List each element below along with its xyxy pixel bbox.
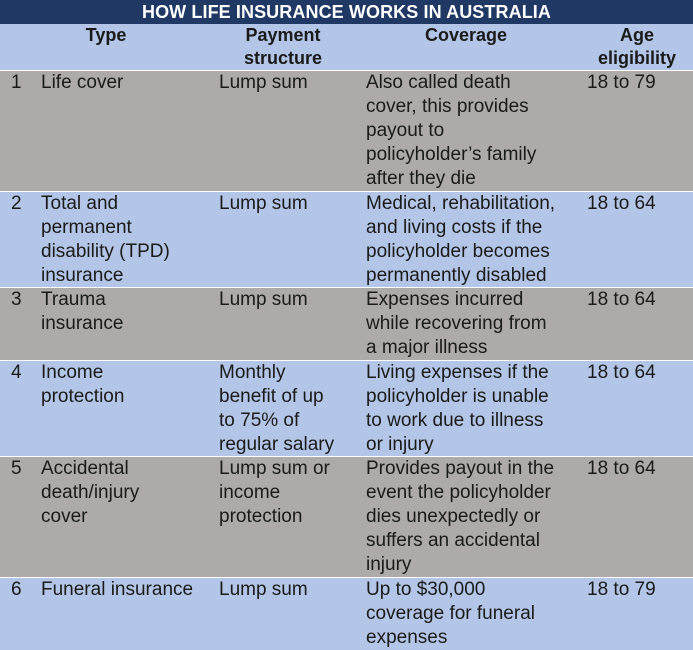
payment-cell: Lump sum xyxy=(219,193,308,214)
payment-cell: Monthly benefit of up to 75% of regular salary xyxy=(219,362,335,455)
coverage-cell: Medical, rehabilitation, and living costs if the policyholder becomes permanently disabled xyxy=(366,193,556,286)
header-age-line2: eligibility xyxy=(597,48,676,68)
header-type: Type xyxy=(85,25,127,45)
row-number: 3 xyxy=(11,289,22,310)
table-row xyxy=(0,287,693,360)
header-payment-line2: structure xyxy=(243,48,323,68)
age-cell: 18 to 79 xyxy=(587,72,656,93)
coverage-cell: Living expenses if the policyholder is unable to work due to illness or injury xyxy=(366,362,549,455)
header-age xyxy=(587,24,687,70)
coverage-cell: Up to $30,000 coverage for funeral expenses xyxy=(366,579,535,648)
type-cell: Life cover xyxy=(41,72,124,93)
coverage-cell: Provides payout in the event the policyholder dies unexpectedly or suffers an accidental injury xyxy=(366,458,555,575)
payment-cell: Lump sum xyxy=(219,579,308,600)
payment-cell: Lump sum xyxy=(219,289,308,310)
coverage-cell: Expenses incurred while recovering from a major illness xyxy=(366,289,547,358)
table-row xyxy=(0,360,693,456)
header-payment xyxy=(219,24,347,70)
table-title: HOW LIFE INSURANCE WORKS IN AUSTRALIA xyxy=(0,0,693,24)
row-number: 1 xyxy=(11,72,22,93)
row-number: 2 xyxy=(11,193,22,214)
age-cell: 18 to 64 xyxy=(587,193,656,214)
table-row xyxy=(0,577,693,650)
header-age-line1: Age xyxy=(619,25,654,45)
type-cell: Income protection xyxy=(41,362,125,407)
row-number: 5 xyxy=(11,458,22,479)
table-header xyxy=(0,24,693,70)
table-row xyxy=(0,191,693,287)
table-row xyxy=(0,70,693,191)
payment-cell: Lump sum or income protection xyxy=(219,458,330,527)
payment-cell: Lump sum xyxy=(219,72,308,93)
type-cell: Accidental death/injury cover xyxy=(41,458,140,527)
age-cell: 18 to 64 xyxy=(587,458,656,479)
age-cell: 18 to 79 xyxy=(587,579,656,600)
row-number: 6 xyxy=(11,579,22,600)
type-cell: Funeral insurance xyxy=(41,579,194,600)
header-payment-line1: Payment xyxy=(245,25,321,45)
type-cell: Trauma insurance xyxy=(41,289,124,334)
header-coverage: Coverage xyxy=(424,25,508,45)
table-row xyxy=(0,456,693,577)
row-number: 4 xyxy=(11,362,22,383)
age-cell: 18 to 64 xyxy=(587,289,656,310)
type-cell: Total and permanent disability (TPD) insurance xyxy=(41,193,170,286)
age-cell: 18 to 64 xyxy=(587,362,656,383)
coverage-cell: Also called death cover, this provides payout to policyholder’s family after they die xyxy=(366,72,537,189)
